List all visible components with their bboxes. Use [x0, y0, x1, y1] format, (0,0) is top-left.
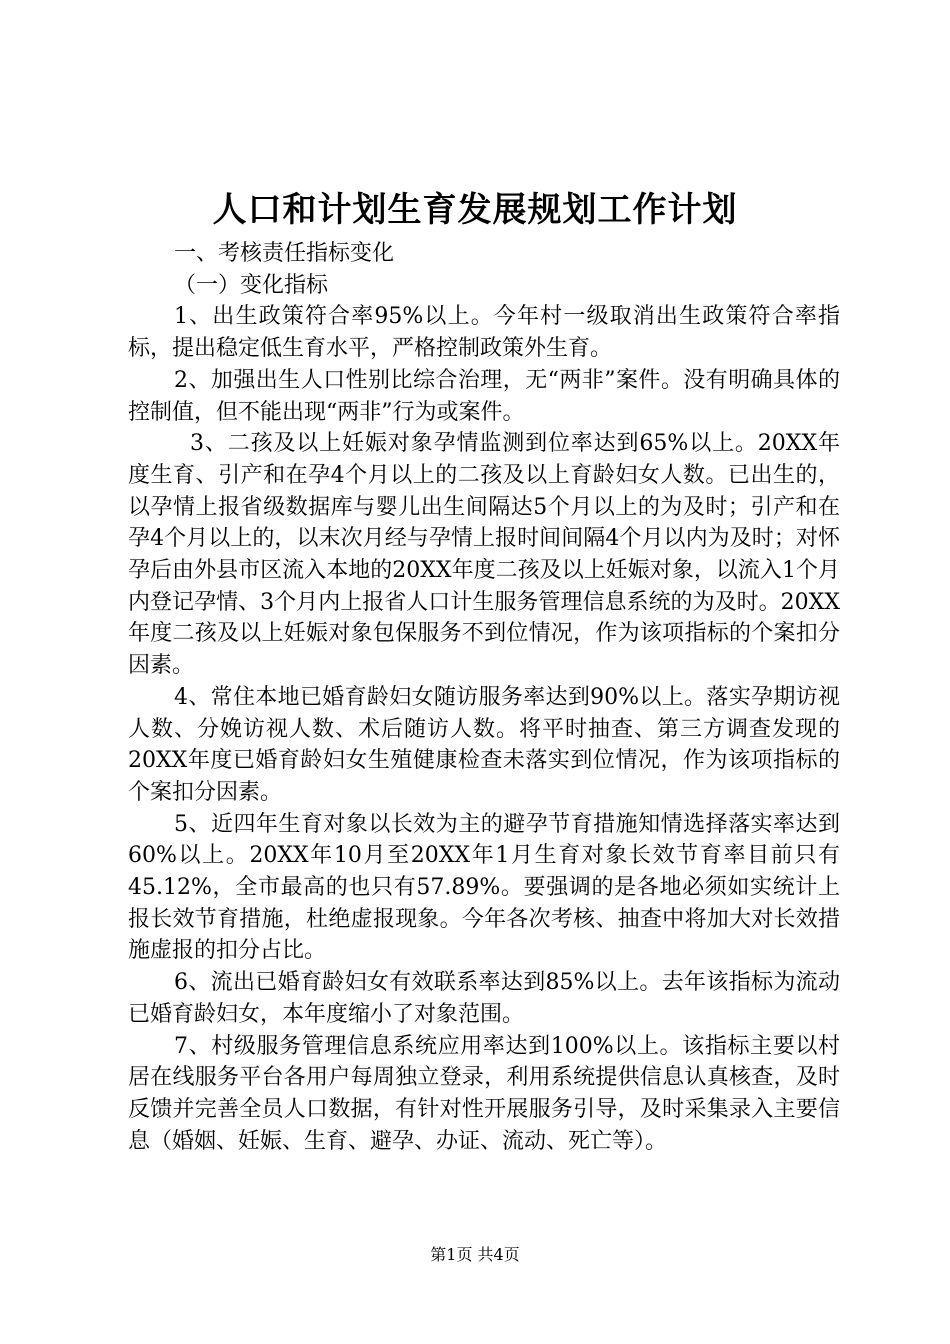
document-body — [128, 238, 840, 1157]
document-title: 人口和计划生育发展规划工作计划 — [212, 190, 738, 230]
paragraph-item-3: 3、二孩及以上妊娠对象孕情监测到位率达到65%以上。20XX年度生育、引产和在孕4个月以上的二孩及以上育龄妇女人数。已出生的，以孕情上报省级数据库与婴儿出生间隔达5个月以上的为及时；引产和在孕4个月以上的，以末次月经与孕情上报时间间隔4个月以内为及时；对怀孕后由外县市区流入本地的20XX年度二孩及以上妊娠对象，以流入1个月内登记孕情、3个月内上报省人口计生服务管理信息系统的为及时。20XX年度二孩及以上妊娠对象包保服务不到位情况，作为该项指标的个案扣分因素。 — [128, 431, 840, 679]
paragraph-item-2: 2、加强出生人口性别比综合治理，无“两非”案件。没有明确具体的控制值，但不能出现“两非”行为或案件。 — [128, 367, 840, 425]
section-heading: 一、考核责任指标变化 — [174, 241, 395, 266]
paragraph-item-5: 5、近四年生育对象以长效为主的避孕节育措施知情选择落实率达到60%以上。20XX年10月至20XX年1月生育对象长效节育率目前只有45.12%，全市最高的也只有57.89%。要强调的是各地必须如实统计上报长效节育措施，杜绝虚报现象。今年各次考核、抽查中将加大对长效措施虚报的扣分占比。 — [128, 811, 840, 964]
page-number-footer: 第1页 共4页 — [430, 1245, 520, 1264]
paragraph-item-4: 4、常住本地已婚育龄妇女随访服务率达到90%以上。落实孕期访视人数、分娩访视人数、术后随访人数。将平时抽查、第三方调查发现的20XX年度已婚育龄妇女生殖健康检查未落实到位情况，作为该项指标的个案扣分因素。 — [128, 684, 840, 805]
paragraph-item-7: 7、村级服务管理信息系统应用率达到100%以上。该指标主要以村居在线服务平台各用户每周独立登录，利用系统提供信息认真核查，及时反馈并完善全员人口数据，有针对性开展服务引导，及时采集录入主要信息（婚姻、妊娠、生育、避孕、办证、流动、死亡等）。 — [128, 1033, 840, 1154]
paragraph-item-1: 1、出生政策符合率95%以上。今年村一级取消出生政策符合率指标，提出稳定低生育水平，严格控制政策外生育。 — [128, 304, 840, 362]
subsection-heading: （一）变化指标 — [174, 272, 329, 298]
paragraph-item-6: 6、流出已婚育龄妇女有效联系率达到85%以上。去年该指标为流动已婚育龄妇女，本年度缩小了对象范围。 — [128, 970, 840, 1027]
